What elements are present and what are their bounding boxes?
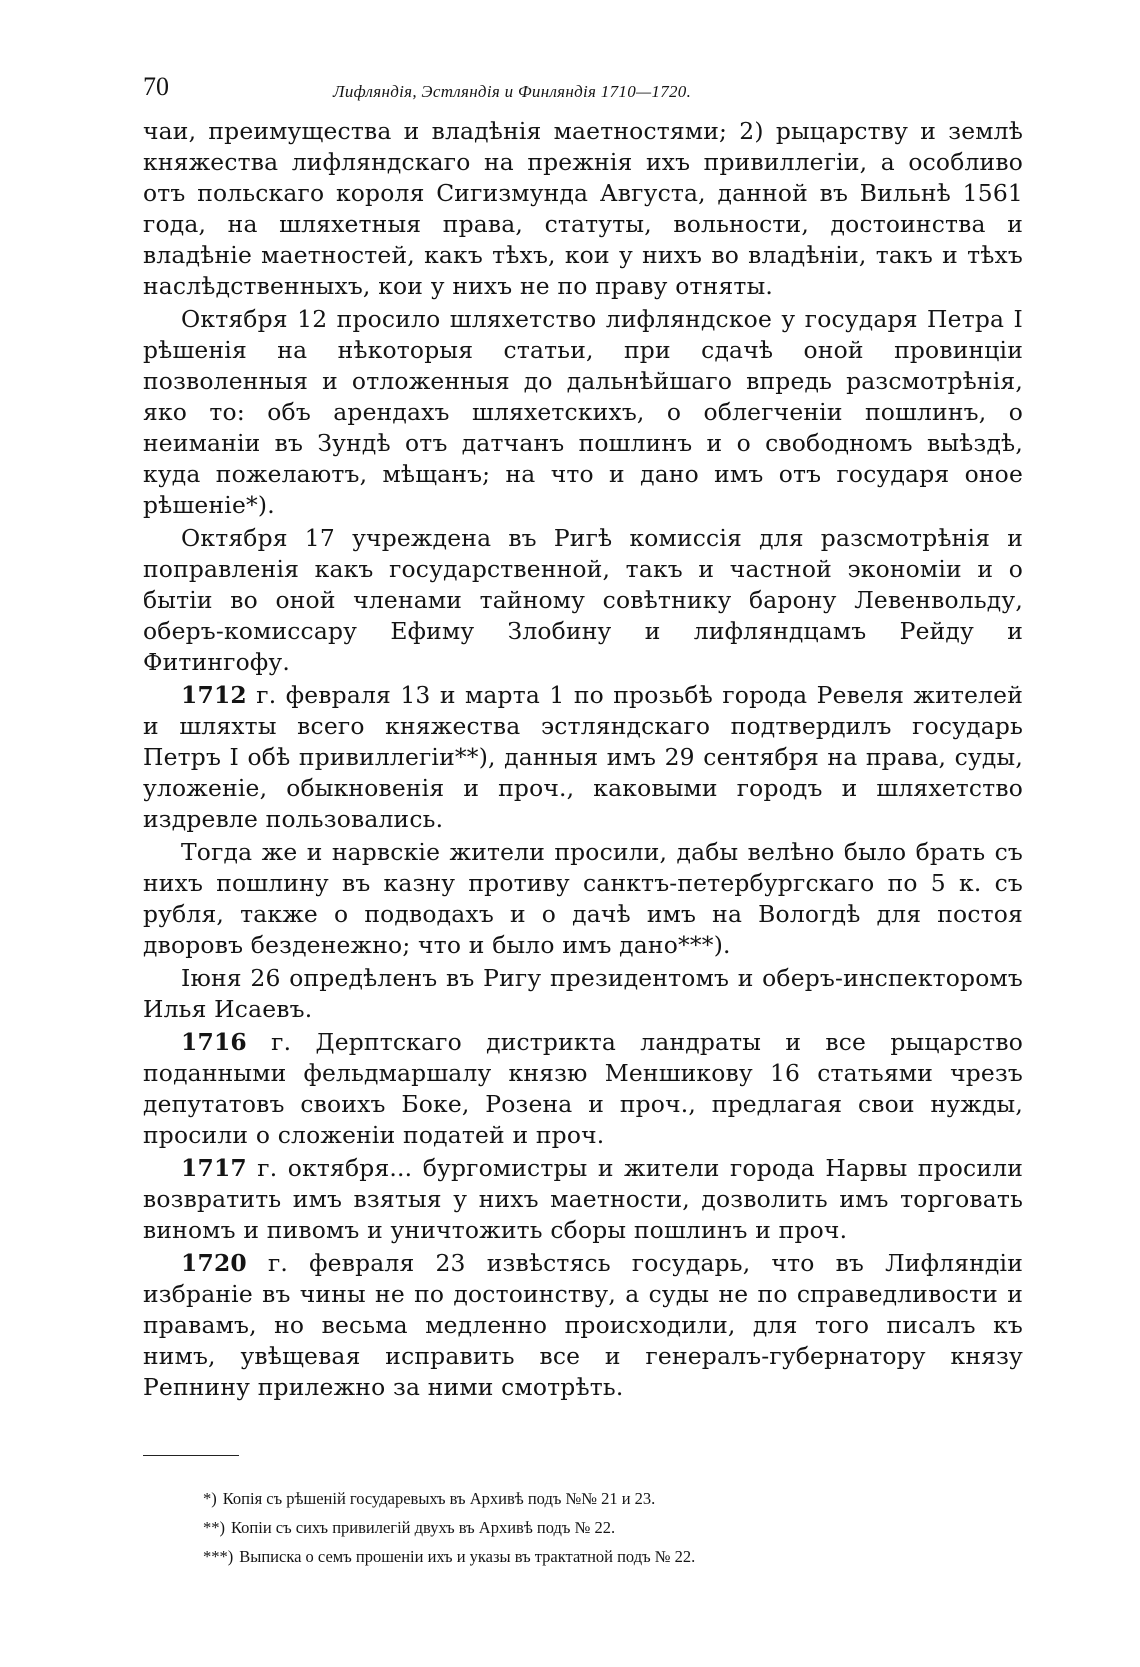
- book-page: [143, 72, 1023, 1571]
- paragraph: Октября 12 просило шляхетство лифляндское у государя Петра I рѣшенія на нѣкоторыя статьи, при сдачѣ оной провинціи позволенныя и отложенныя до дальнѣйшаго впредь разсмотрѣнія, яко то: объ арендахъ шляхетскихъ, о облегченіи пошлинъ, о неиманіи въ Зундѣ отъ датчанъ пошлинъ и о свободномъ выѣздѣ, куда пожелаютъ, мѣщанъ; на что и дано имъ отъ государя оное рѣшеніе*).: [143, 305, 1023, 519]
- paragraph: чаи, преимущества и владѣнія маетностями; 2) рыцарству и землѣ княжества лифляндскаго на прежнія ихъ привиллегіи, а особливо отъ польскаго короля Сигизмунда Августа, данной въ Вильнѣ 1561 года, на шляхетныя права, статуты, вольности, достоинства и владѣніе маетностей, какъ тѣхъ, кои у нихъ во владѣніи, такъ и тѣхъ наслѣдственныхъ, кои у нихъ не по праву отняты.: [143, 117, 1023, 300]
- footnote: ***) Выписка о семъ прошеніи ихъ и указы въ трактатной подъ № 22.: [203, 1547, 696, 1566]
- body-text: [143, 116, 1023, 1403]
- footnote-divider: [143, 1455, 239, 1456]
- page-header: [143, 72, 1023, 116]
- footnote: *) Копія съ рѣшеній государевыхъ въ Архивѣ подъ №№ 21 и 23.: [203, 1489, 656, 1508]
- paragraph-year: 1716: [181, 1028, 247, 1056]
- paragraph-year: 1717: [181, 1154, 247, 1182]
- paragraph: Октября 17 учреждена въ Ригѣ комиссія для разсмотрѣнія и поправленія какъ государственной, такъ и частной экономіи и о бытіи во оной членами тайному совѣтнику барону Левенвольду, оберъ-комиссару Ефиму Злобину и лифляндцамъ Рейду и Фитингофу.: [143, 524, 1023, 676]
- paragraph: 1717 г. октября... бургомистры и жители города Нарвы просили возвратить имъ взятыя у нихъ маетности, дозволить имъ торговать виномъ и пивомъ и уничтожить сборы пошлинъ и проч.: [143, 1154, 1023, 1244]
- footnotes: [143, 1484, 1023, 1571]
- paragraph: 1712 г. февраля 13 и марта 1 по прозьбѣ города Ревеля жителей и шляхты всего княжества эстляндскаго подтвердилъ государь Петръ I обѣ привиллегіи**), данныя имъ 29 сентября на права, суды, уложеніе, обыкновенія и проч., каковыми городъ и шляхетство издревле пользовались.: [143, 681, 1023, 833]
- running-title: Лифляндія, Эстляндія и Финляндія 1710—1720.: [333, 82, 692, 101]
- paragraph: Тогда же и нарвскіе жители просили, дабы велѣно было брать съ нихъ пошлину въ казну противу санктъ-петербургскаго по 5 к. съ рубля, также о подводахъ и о дачѣ имъ на Вологдѣ для постоя дворовъ безденежно; что и было имъ дано***).: [143, 838, 1023, 959]
- paragraph-year: 1720: [181, 1249, 247, 1277]
- page-number: 70: [143, 72, 169, 101]
- paragraph: Іюня 26 опредѣленъ въ Ригу президентомъ и оберъ-инспекторомъ Илья Исаевъ.: [143, 964, 1023, 1023]
- paragraph: 1720 г. февраля 23 извѣстясь государь, что въ Лифляндіи избраніе въ чины не по достоинству, а суды не по справедливости и правамъ, но весьма медленно происходили, для того писалъ къ нимъ, увѣщевая исправить все и генералъ-губернатору князу Репнину прилежно за ними смотрѣть.: [143, 1249, 1023, 1401]
- paragraph: 1716 г. Дерптскаго дистрикта ландраты и все рыцарство поданными фельдмаршалу князю Меншикову 16 статьями чрезъ депутатовъ своихъ Боке, Розена и проч., предлагая свои нужды, просили о сложеніи податей и проч.: [143, 1028, 1023, 1149]
- paragraph-year: 1712: [181, 681, 247, 709]
- footnote: **) Копіи съ сихъ привилегій двухъ въ Архивѣ подъ № 22.: [203, 1518, 616, 1537]
